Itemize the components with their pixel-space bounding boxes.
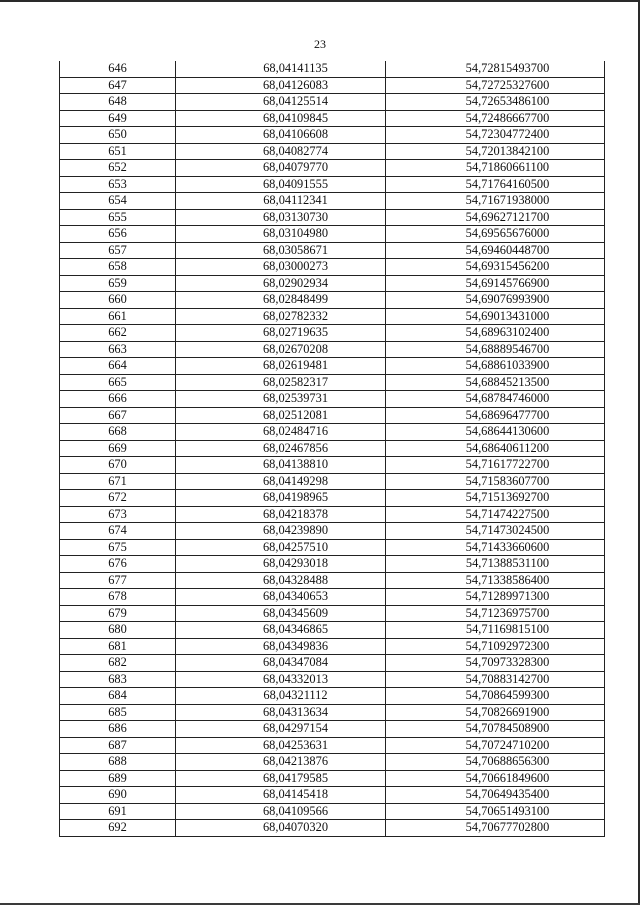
coordinate-x-cell: 68,02902934 xyxy=(176,275,386,292)
point-number-cell: 650 xyxy=(60,127,176,144)
coordinate-y-cell: 54,72725327600 xyxy=(386,77,605,94)
coordinate-y-cell: 54,71169815100 xyxy=(386,622,605,639)
point-number-cell: 689 xyxy=(60,770,176,787)
table-row xyxy=(60,308,605,325)
table-row xyxy=(60,655,605,672)
coordinate-y-cell: 54,68644130600 xyxy=(386,424,605,441)
point-number-cell: 671 xyxy=(60,473,176,490)
coordinate-y-cell: 54,68889546700 xyxy=(386,341,605,358)
coordinate-x-cell: 68,04112341 xyxy=(176,193,386,210)
coordinate-x-cell: 68,04070320 xyxy=(176,820,386,837)
coordinate-x-cell: 68,04079770 xyxy=(176,160,386,177)
coordinate-y-cell: 54,70864599300 xyxy=(386,688,605,705)
coordinate-y-cell: 54,69565676000 xyxy=(386,226,605,243)
coordinate-y-cell: 54,69076993900 xyxy=(386,292,605,309)
point-number-cell: 648 xyxy=(60,94,176,111)
table-row xyxy=(60,292,605,309)
coordinate-x-cell: 68,02512081 xyxy=(176,407,386,424)
coordinate-y-cell: 54,71473024500 xyxy=(386,523,605,540)
coordinate-y-cell: 54,71764160500 xyxy=(386,176,605,193)
point-number-cell: 667 xyxy=(60,407,176,424)
point-number-cell: 675 xyxy=(60,539,176,556)
point-number-cell: 670 xyxy=(60,457,176,474)
coordinate-y-cell: 54,70688656300 xyxy=(386,754,605,771)
point-number-cell: 680 xyxy=(60,622,176,639)
coordinate-x-cell: 68,04257510 xyxy=(176,539,386,556)
point-number-cell: 655 xyxy=(60,209,176,226)
coordinate-x-cell: 68,04179585 xyxy=(176,770,386,787)
coordinate-y-cell: 54,70973328300 xyxy=(386,655,605,672)
coordinate-x-cell: 68,04346865 xyxy=(176,622,386,639)
table-row xyxy=(60,737,605,754)
point-number-cell: 685 xyxy=(60,704,176,721)
coordinate-y-cell: 54,71338586400 xyxy=(386,572,605,589)
coordinate-y-cell: 54,71513692700 xyxy=(386,490,605,507)
point-number-cell: 679 xyxy=(60,605,176,622)
table-row xyxy=(60,572,605,589)
point-number-cell: 662 xyxy=(60,325,176,342)
coordinate-y-cell: 54,70826691900 xyxy=(386,704,605,721)
coordinate-x-cell: 68,04126083 xyxy=(176,77,386,94)
coordinate-x-cell: 68,03130730 xyxy=(176,209,386,226)
table-row xyxy=(60,440,605,457)
point-number-cell: 676 xyxy=(60,556,176,573)
coordinate-x-cell: 68,02848499 xyxy=(176,292,386,309)
coordinate-y-cell: 54,68963102400 xyxy=(386,325,605,342)
point-number-cell: 652 xyxy=(60,160,176,177)
table-row xyxy=(60,259,605,276)
coordinate-y-cell: 54,72304772400 xyxy=(386,127,605,144)
table-row xyxy=(60,820,605,837)
coordinate-x-cell: 68,04198965 xyxy=(176,490,386,507)
coordinates-table xyxy=(59,61,605,837)
coordinate-y-cell: 54,72815493700 xyxy=(386,61,605,77)
table-row xyxy=(60,622,605,639)
coordinate-y-cell: 54,72653486100 xyxy=(386,94,605,111)
table-row xyxy=(60,523,605,540)
table-row xyxy=(60,358,605,375)
table-row xyxy=(60,671,605,688)
table-row xyxy=(60,754,605,771)
table-row xyxy=(60,110,605,127)
coordinate-x-cell: 68,03000273 xyxy=(176,259,386,276)
table-row xyxy=(60,704,605,721)
coordinate-y-cell: 54,69627121700 xyxy=(386,209,605,226)
point-number-cell: 666 xyxy=(60,391,176,408)
coordinate-x-cell: 68,02484716 xyxy=(176,424,386,441)
point-number-cell: 684 xyxy=(60,688,176,705)
coordinate-y-cell: 54,68845213500 xyxy=(386,374,605,391)
coordinate-y-cell: 54,71433660600 xyxy=(386,539,605,556)
coordinate-x-cell: 68,04328488 xyxy=(176,572,386,589)
coordinate-x-cell: 68,04340653 xyxy=(176,589,386,606)
coordinate-x-cell: 68,04109566 xyxy=(176,803,386,820)
table-row xyxy=(60,391,605,408)
point-number-cell: 646 xyxy=(60,61,176,77)
coordinate-x-cell: 68,04082774 xyxy=(176,143,386,160)
point-number-cell: 669 xyxy=(60,440,176,457)
coordinate-x-cell: 68,04109845 xyxy=(176,110,386,127)
table-row xyxy=(60,325,605,342)
point-number-cell: 658 xyxy=(60,259,176,276)
coordinate-x-cell: 68,02719635 xyxy=(176,325,386,342)
coordinate-y-cell: 54,70677702800 xyxy=(386,820,605,837)
coordinate-x-cell: 68,02782332 xyxy=(176,308,386,325)
point-number-cell: 651 xyxy=(60,143,176,160)
table-row xyxy=(60,539,605,556)
coordinate-x-cell: 68,02467856 xyxy=(176,440,386,457)
coordinate-x-cell: 68,04091555 xyxy=(176,176,386,193)
table-row xyxy=(60,94,605,111)
point-number-cell: 683 xyxy=(60,671,176,688)
coordinate-x-cell: 68,04138810 xyxy=(176,457,386,474)
coordinate-x-cell: 68,04313634 xyxy=(176,704,386,721)
coordinate-x-cell: 68,04293018 xyxy=(176,556,386,573)
coordinate-y-cell: 54,71289971300 xyxy=(386,589,605,606)
coordinate-x-cell: 68,04106608 xyxy=(176,127,386,144)
point-number-cell: 688 xyxy=(60,754,176,771)
table-row xyxy=(60,193,605,210)
coordinate-y-cell: 54,71092972300 xyxy=(386,638,605,655)
coordinate-x-cell: 68,04253631 xyxy=(176,737,386,754)
coordinate-y-cell: 54,69013431000 xyxy=(386,308,605,325)
coordinate-x-cell: 68,02582317 xyxy=(176,374,386,391)
coordinate-x-cell: 68,02670208 xyxy=(176,341,386,358)
table-row xyxy=(60,506,605,523)
coordinate-x-cell: 68,04297154 xyxy=(176,721,386,738)
table-row xyxy=(60,688,605,705)
coordinate-x-cell: 68,04218378 xyxy=(176,506,386,523)
coordinate-x-cell: 68,03104980 xyxy=(176,226,386,243)
coordinate-y-cell: 54,70651493100 xyxy=(386,803,605,820)
table-row xyxy=(60,605,605,622)
coordinate-y-cell: 54,71388531100 xyxy=(386,556,605,573)
point-number-cell: 687 xyxy=(60,737,176,754)
coordinate-y-cell: 54,70661849600 xyxy=(386,770,605,787)
coordinate-x-cell: 68,04149298 xyxy=(176,473,386,490)
coordinate-y-cell: 54,68640611200 xyxy=(386,440,605,457)
table-row xyxy=(60,143,605,160)
page-number: 23 xyxy=(314,37,326,51)
coordinate-y-cell: 54,71617722700 xyxy=(386,457,605,474)
point-number-cell: 664 xyxy=(60,358,176,375)
coordinate-y-cell: 54,70724710200 xyxy=(386,737,605,754)
table-row xyxy=(60,556,605,573)
table-row xyxy=(60,424,605,441)
coordinate-y-cell: 54,71583607700 xyxy=(386,473,605,490)
table-row xyxy=(60,803,605,820)
point-number-cell: 656 xyxy=(60,226,176,243)
coordinate-x-cell: 68,04332013 xyxy=(176,671,386,688)
table-row xyxy=(60,457,605,474)
coordinates-table-body xyxy=(60,61,605,836)
coordinate-y-cell: 54,71474227500 xyxy=(386,506,605,523)
coordinate-x-cell: 68,04213876 xyxy=(176,754,386,771)
point-number-cell: 663 xyxy=(60,341,176,358)
coordinate-y-cell: 54,72013842100 xyxy=(386,143,605,160)
coordinate-y-cell: 54,71860661100 xyxy=(386,160,605,177)
coordinate-y-cell: 54,69315456200 xyxy=(386,259,605,276)
table-row xyxy=(60,341,605,358)
point-number-cell: 659 xyxy=(60,275,176,292)
table-row xyxy=(60,407,605,424)
table-row xyxy=(60,770,605,787)
point-number-cell: 677 xyxy=(60,572,176,589)
point-number-cell: 690 xyxy=(60,787,176,804)
table-row xyxy=(60,589,605,606)
point-number-cell: 674 xyxy=(60,523,176,540)
table-row xyxy=(60,638,605,655)
coordinate-x-cell: 68,02619481 xyxy=(176,358,386,375)
table-row xyxy=(60,61,605,77)
table-row xyxy=(60,490,605,507)
point-number-cell: 660 xyxy=(60,292,176,309)
coordinate-y-cell: 54,72486667700 xyxy=(386,110,605,127)
scan-border-top xyxy=(0,0,640,2)
point-number-cell: 682 xyxy=(60,655,176,672)
coordinate-x-cell: 68,04239890 xyxy=(176,523,386,540)
point-number-cell: 678 xyxy=(60,589,176,606)
point-number-cell: 649 xyxy=(60,110,176,127)
point-number-cell: 692 xyxy=(60,820,176,837)
coordinate-y-cell: 54,68861033900 xyxy=(386,358,605,375)
coordinate-y-cell: 54,71671938000 xyxy=(386,193,605,210)
coordinate-x-cell: 68,04125514 xyxy=(176,94,386,111)
table-row xyxy=(60,127,605,144)
coordinate-y-cell: 54,68696477700 xyxy=(386,407,605,424)
table-row xyxy=(60,473,605,490)
point-number-cell: 686 xyxy=(60,721,176,738)
point-number-cell: 672 xyxy=(60,490,176,507)
table-row xyxy=(60,226,605,243)
coordinate-y-cell: 54,70784508900 xyxy=(386,721,605,738)
coordinate-x-cell: 68,02539731 xyxy=(176,391,386,408)
point-number-cell: 681 xyxy=(60,638,176,655)
coordinate-y-cell: 54,69460448700 xyxy=(386,242,605,259)
point-number-cell: 661 xyxy=(60,308,176,325)
point-number-cell: 653 xyxy=(60,176,176,193)
coordinate-y-cell: 54,71236975700 xyxy=(386,605,605,622)
coordinate-y-cell: 54,69145766900 xyxy=(386,275,605,292)
table-row xyxy=(60,209,605,226)
coordinate-y-cell: 54,70649435400 xyxy=(386,787,605,804)
point-number-cell: 665 xyxy=(60,374,176,391)
point-number-cell: 657 xyxy=(60,242,176,259)
table-row xyxy=(60,275,605,292)
table-row xyxy=(60,77,605,94)
coordinate-x-cell: 68,03058671 xyxy=(176,242,386,259)
coordinate-x-cell: 68,04145418 xyxy=(176,787,386,804)
coordinate-x-cell: 68,04347084 xyxy=(176,655,386,672)
coordinate-y-cell: 54,70883142700 xyxy=(386,671,605,688)
coordinate-x-cell: 68,04141135 xyxy=(176,61,386,77)
table-row xyxy=(60,721,605,738)
point-number-cell: 691 xyxy=(60,803,176,820)
table-row xyxy=(60,160,605,177)
table-row xyxy=(60,374,605,391)
coordinate-x-cell: 68,04321112 xyxy=(176,688,386,705)
point-number-cell: 673 xyxy=(60,506,176,523)
point-number-cell: 668 xyxy=(60,424,176,441)
table-row xyxy=(60,787,605,804)
table-row xyxy=(60,176,605,193)
coordinate-x-cell: 68,04345609 xyxy=(176,605,386,622)
point-number-cell: 654 xyxy=(60,193,176,210)
table-row xyxy=(60,242,605,259)
point-number-cell: 647 xyxy=(60,77,176,94)
coordinate-x-cell: 68,04349836 xyxy=(176,638,386,655)
coordinate-y-cell: 54,68784746000 xyxy=(386,391,605,408)
